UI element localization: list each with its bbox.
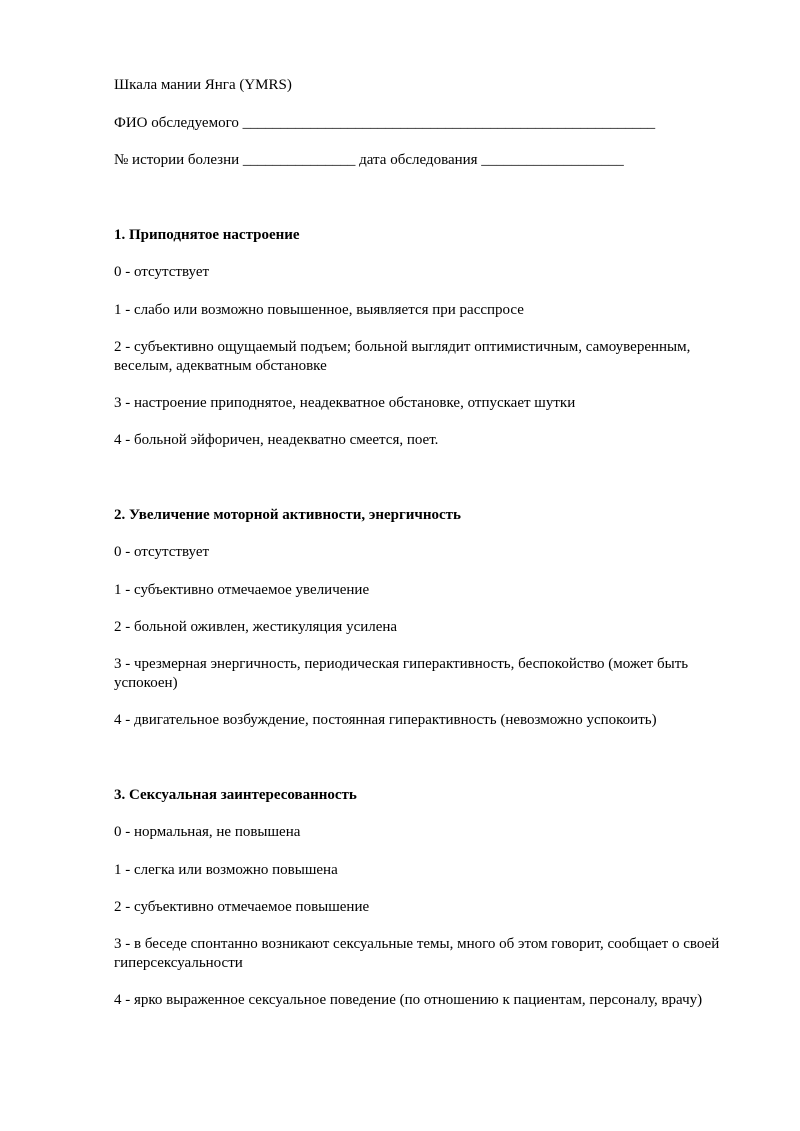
section-title: 2. Увеличение моторной активности, энергичность — [114, 507, 461, 523]
option-text: 2 - больной оживлен, жестикуляция усилена — [114, 619, 398, 635]
option-text: 3 - чрезмерная энергичность, периодическая гиперактивность, беспокойство (может быть успокоен) — [114, 656, 689, 691]
option-text: 0 - отсутствует — [114, 544, 210, 560]
history-date-field: № истории болезни _______________ дата обследования ___________________ — [114, 152, 624, 168]
option-text: 2 - субъективно ощущаемый подъем; больной выглядит оптимистичным, самоуверенным, веселым, адекватным обстановке — [114, 339, 691, 374]
option-text: 4 - ярко выраженное сексуальное поведение (по отношению к пациентам, персоналу, врачу) — [114, 992, 703, 1008]
option-text: 4 - двигательное возбуждение, постоянная гиперактивность (невозможно успокоить) — [114, 712, 657, 728]
option-text: 2 - субъективно отмечаемое повышение — [114, 899, 370, 915]
option-text: 1 - субъективно отмечаемое увеличение — [114, 582, 370, 598]
document-title: Шкала мании Янга (YMRS) — [114, 77, 292, 93]
option-text: 1 - слегка или возможно повышена — [114, 862, 338, 878]
option-text: 0 - отсутствует — [114, 264, 210, 280]
section-title: 3. Сексуальная заинтересованность — [114, 787, 357, 803]
patient-name-field: ФИО обследуемого _______________________________________________________ — [114, 115, 656, 131]
option-text: 3 - в беседе спонтанно возникают сексуальные темы, много об этом говорит, сообщает о своей гиперсексуальности — [114, 936, 720, 971]
option-text: 0 - нормальная, не повышена — [114, 824, 301, 840]
option-text: 3 - настроение приподнятое, неадекватное обстановке, отпускает шутки — [114, 395, 576, 411]
option-text: 4 - больной эйфоричен, неадекватно смеется, поет. — [114, 432, 439, 448]
section-title: 1. Приподнятое настроение — [114, 227, 300, 243]
option-text: 1 - слабо или возможно повышенное, выявляется при расспросе — [114, 302, 524, 318]
